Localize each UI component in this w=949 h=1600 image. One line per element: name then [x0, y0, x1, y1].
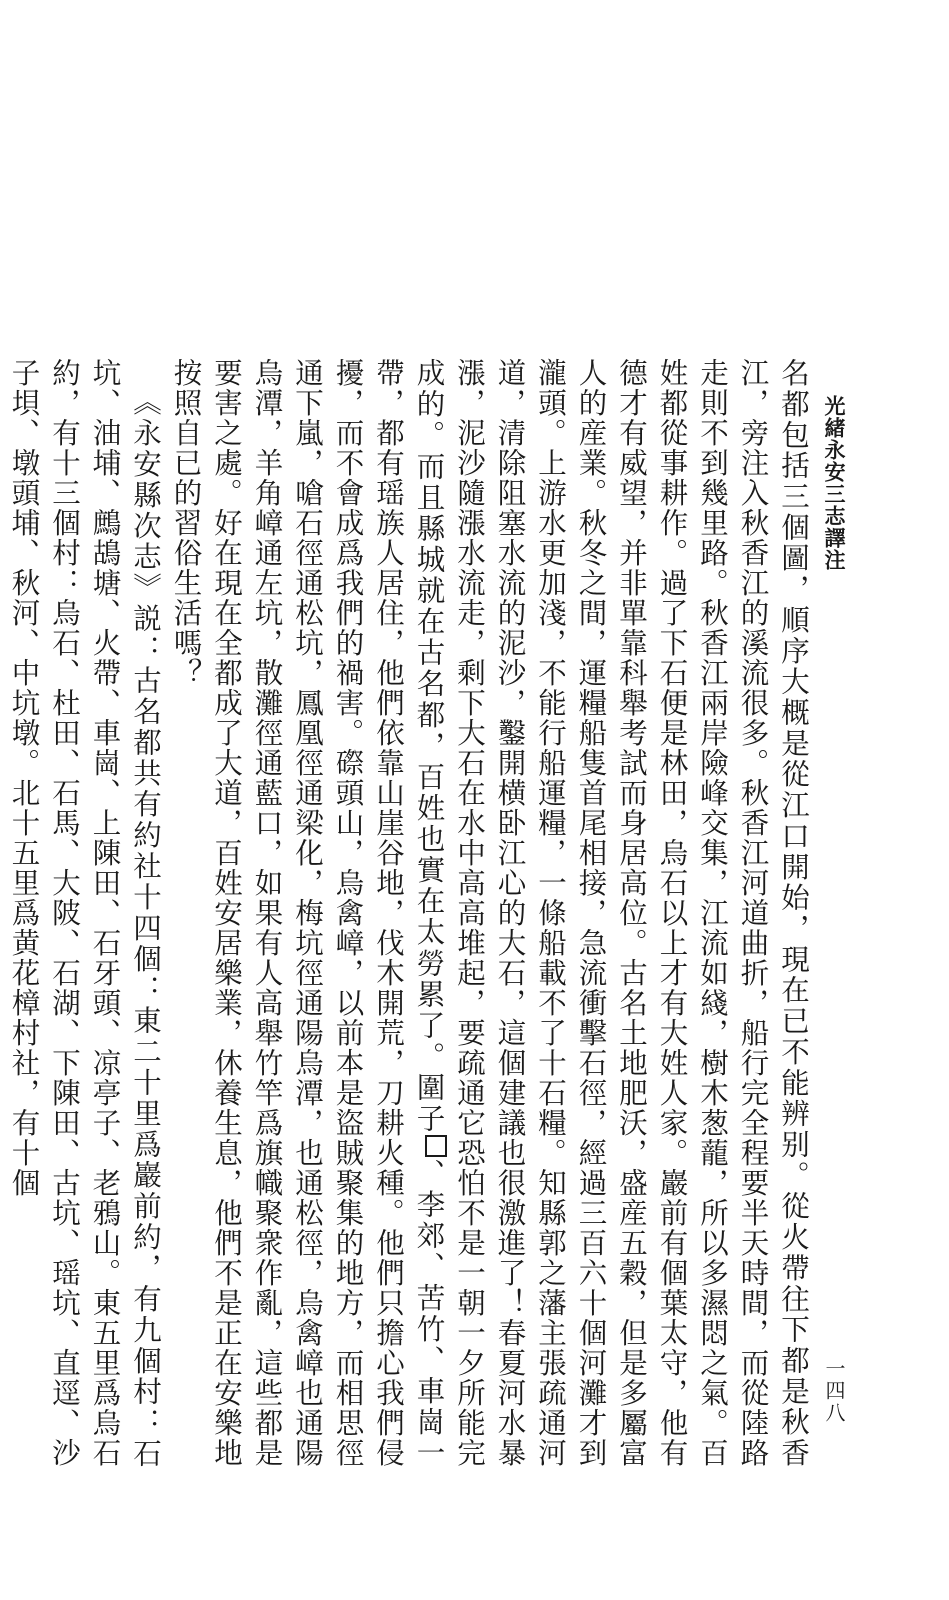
missing-character-box: [425, 1135, 448, 1158]
body-text: [7, 358, 813, 1469]
paragraph: [3, 358, 165, 1468]
paragraph-text: 《永安縣次志》説：古名都共有約社十四個：東二十里爲巖前約，有九個村：石坑、油埔、鷓鴣塘、火帶、車崗、上陳田、石牙頭、凉亭子、老鴉山。東五里爲烏石約，有十三個村：烏石、杜田、石馬、大陂、石湖、下陳田、古坑、瑶坑、直逕、沙子垻、墩頭埔、秋河、中坑墩。北十五里爲黄花樟村社，有十個: [7, 358, 162, 1468]
page-number: 一四八: [822, 1358, 846, 1424]
paragraph-text: 名都包括三個圖，順序大概是從江口開始，現在已不能辨别。從火帶往下都是秋香江，旁注入秋香江的溪流很多。秋香江河道曲折，船行完全程要半天時間，而從陸路走則不到幾里路。秋香江兩岸險峰交集，江流如綫，樹木葱蘢，所以多濕悶之氣。百姓都從事耕作。過了下石便是林田，烏石以上才有大姓人家。巖前有個葉太守，他有德才有威望，并非單靠科舉考試而身居高位。古名土地肥沃，盛産五穀，但是多屬富人的産業。秋冬之間，運糧船隻首尾相接，急流衝擊石徑，經過三百六十個河灘才到瀧頭。上游水更加淺，不能行船運糧，一條船載不了十石糧。知縣郭之藩主張疏通河道，清除阻塞水流的泥沙，鑿開横卧江心的大石，這個建議也很激進了！春夏河水暴漲，泥沙隨漲水流走，剩下大石在水中高高堆起，要疏通它恐怕不是一朝一夕所能完成的。而且縣城就在古名都，百姓也實在太勞累了。圍子: [412, 358, 810, 1468]
book-title: 光緒永安三志譯注: [822, 395, 847, 571]
paragraph-text: 、李郊、苦竹、車崗一帶，都有瑶族人居住，他們依靠山崖谷地，伐木開荒，刀耕火種。他們只擔心我們侵擾，而不會成爲我們的禍害。磜頭山，烏禽嶂，以前本是盜賊聚集的地方，而相思徑通下嵐，嗆石徑通松坑，鳳凰徑通梁化，梅坑徑通陽烏潭，也通松徑，烏禽嶂也通陽烏潭，羊角嶂通左坑，散灘徑通藍口，如果有人高舉竹竿爲旗幟聚衆作亂，這些都是要害之處。好在現在全都成了大道，百姓安居樂業，休養生息，他們不是正在安樂地按照自已的習俗生活嗎？: [169, 358, 446, 1469]
paragraph: [165, 358, 813, 1468]
